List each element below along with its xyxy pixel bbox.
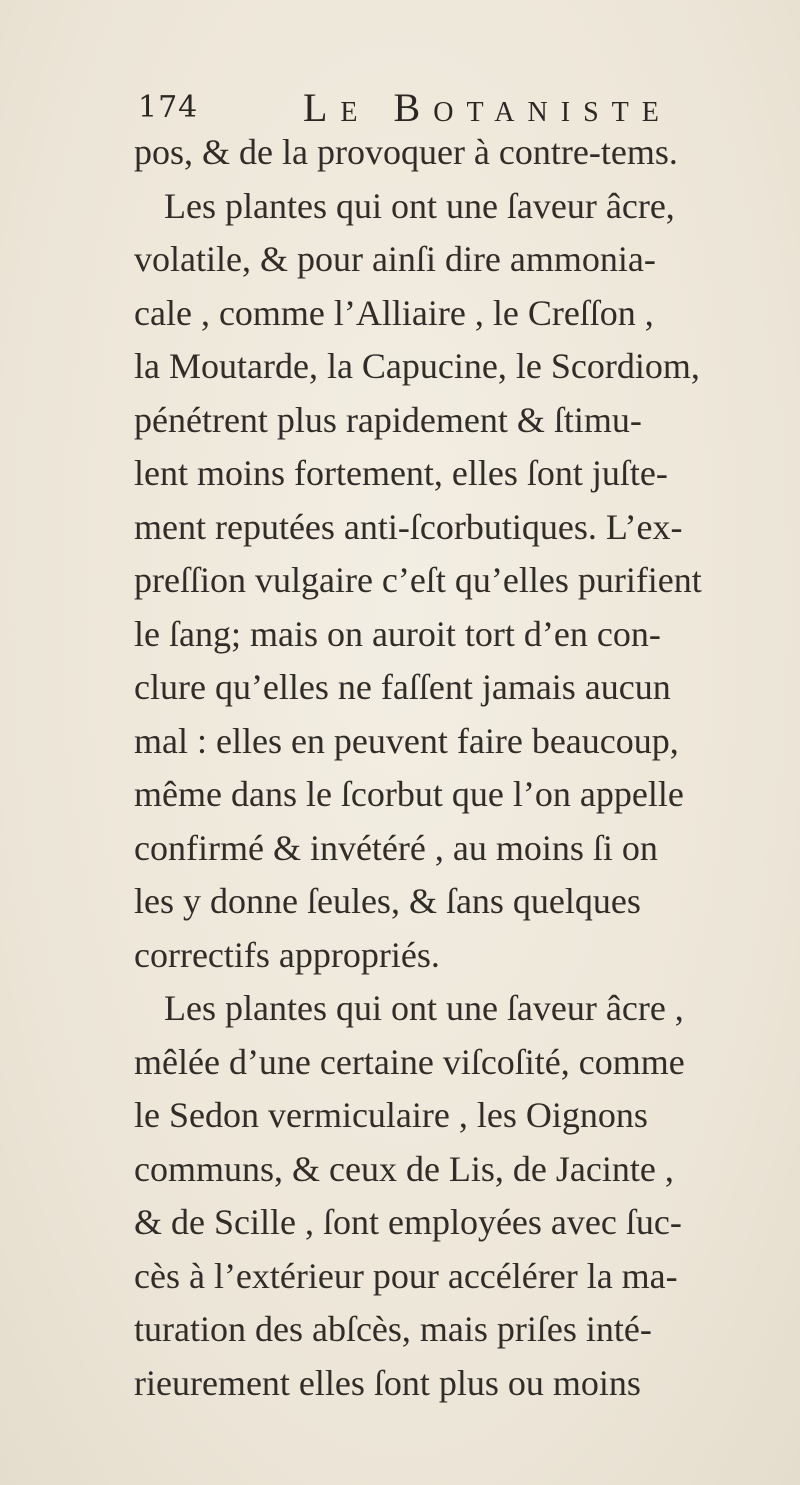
text-line: rieurement elles ſont plus ou moins [134,1362,641,1403]
text-line: cale , comme l’Alliaire , le Creſſon , [134,292,654,333]
text-line: volatile, & pour ainſi dire ammonia- [134,239,656,279]
text-line: le Sedon vermiculaire , les Oignons [134,1095,648,1135]
text-line: cès à l’extérieur pour accélérer la ma- [134,1255,678,1296]
text-line: correctifs appropriés. [134,934,440,975]
text-line: la Moutarde, la Capucine, le Scordiom, [134,346,700,386]
text-line: mêlée d’une certaine viſcoſité, comme [134,1041,685,1082]
text-line: pénétrent plus rapidement & ſtimu- [134,399,642,440]
page-number: 174 [138,90,199,125]
text-line: mal : elles en peuvent faire beaucoup, [134,720,679,761]
text-line: Les plantes qui ont une ſaveur âcre, [164,185,675,226]
text-line: confirmé & invétéré , au moins ſi on [134,827,658,868]
body-text [134,126,774,1410]
text-line: pos, & de la provoquer à contre-tems. [134,132,678,172]
text-line: communs, & ceux de Lis, de Jacinte , [134,1148,674,1189]
text-line: même dans le ſcorbut que l’on appelle [134,774,684,814]
text-line: preſſion vulgaire c’eſt qu’elles purifient [134,560,702,600]
text-line: turation des abſcès, mais priſes inté- [134,1309,652,1349]
text-line: & de Scille , ſont employées avec ſuc- [134,1202,682,1242]
text-line: Les plantes qui ont une ſaveur âcre , [164,988,684,1028]
text-line: le ſang; mais on auroit tort d’en con- [134,613,661,654]
text-line: lent moins fortement, elles ſont juſte- [134,453,668,493]
text-line: les y donne ſeules, & ſans quelques [134,881,641,921]
text-line: ment reputées anti-ſcorbutiques. L’ex- [134,506,683,547]
text-line: clure qu’elles ne faſſent jamais aucun [134,667,671,707]
running-title: Le Botaniste [303,85,672,130]
